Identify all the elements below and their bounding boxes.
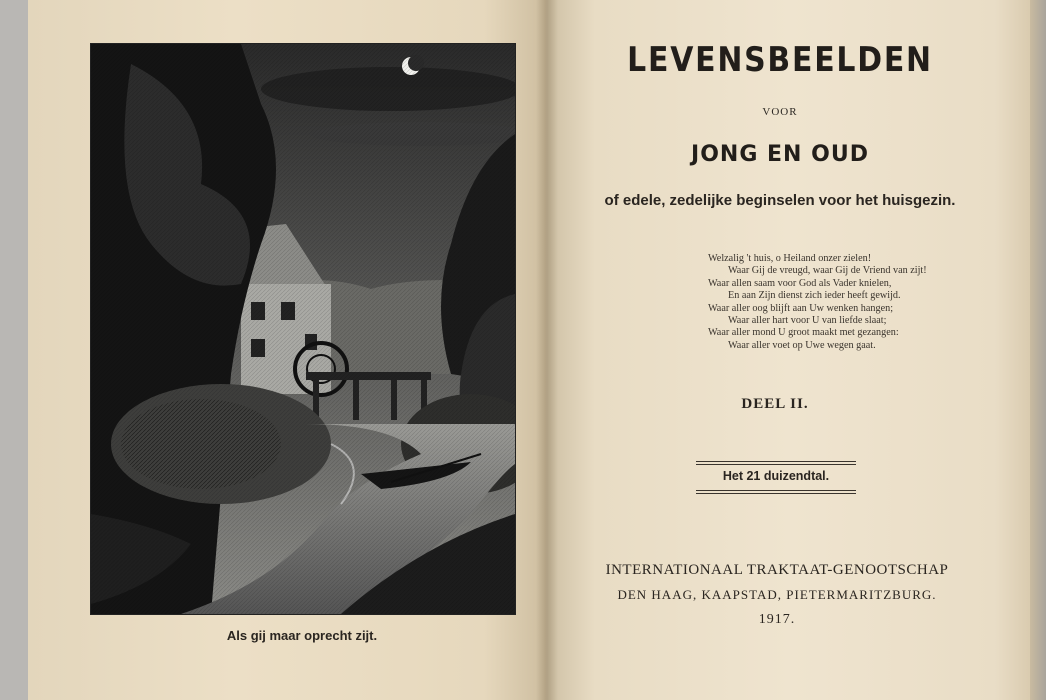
title-connector: VOOR — [762, 106, 798, 118]
poem-line: En aan Zijn dienst zich ieder heeft gewijd. — [728, 290, 901, 302]
volume-label: DEEL II. — [741, 396, 809, 412]
book-tagline: of edele, zedelijke beginselen voor het huisgezin. — [604, 192, 956, 209]
watermill-illustration — [91, 44, 515, 614]
publisher-name: INTERNATIONAAL TRAKTAAT-GENOOTSCHAP — [605, 562, 949, 578]
publication-year: 1917. — [758, 612, 796, 627]
poem-line: Welzalig 't huis, o Heiland onzer zielen! — [708, 253, 872, 264]
poem-line: Waar aller hart voor U van liefde slaat; — [728, 315, 887, 327]
poem-line: Waar aller voet op Uwe wegen gaat. — [728, 339, 876, 351]
book-gutter — [536, 0, 558, 700]
poem-line: Waar aller mond U groot maakt met gezangen: — [708, 327, 899, 339]
page-edge — [1030, 0, 1046, 700]
poem-line: Waar aller oog blijft aan Uw wenken hangen; — [708, 302, 894, 314]
poem-epigraph — [708, 253, 998, 352]
book-subtitle: JONG EN OUD — [691, 142, 869, 167]
poem-line: Waar allen saam voor God als Vader knielen, — [708, 277, 892, 289]
poem-line: Waar Gij de vreugd, waar Gij de Vriend van zijt! — [728, 265, 927, 277]
frontispiece-engraving — [90, 43, 516, 615]
book-title: LEVENSBEELDEN — [627, 40, 933, 80]
publisher-cities: DEN HAAG, KAAPSTAD, PIETERMARITZBURG. — [617, 587, 937, 602]
illustration-caption: Als gij maar oprecht zijt. — [226, 628, 378, 643]
edition-label: Het 21 duizendtal. — [722, 469, 830, 483]
edition-box — [696, 461, 856, 494]
